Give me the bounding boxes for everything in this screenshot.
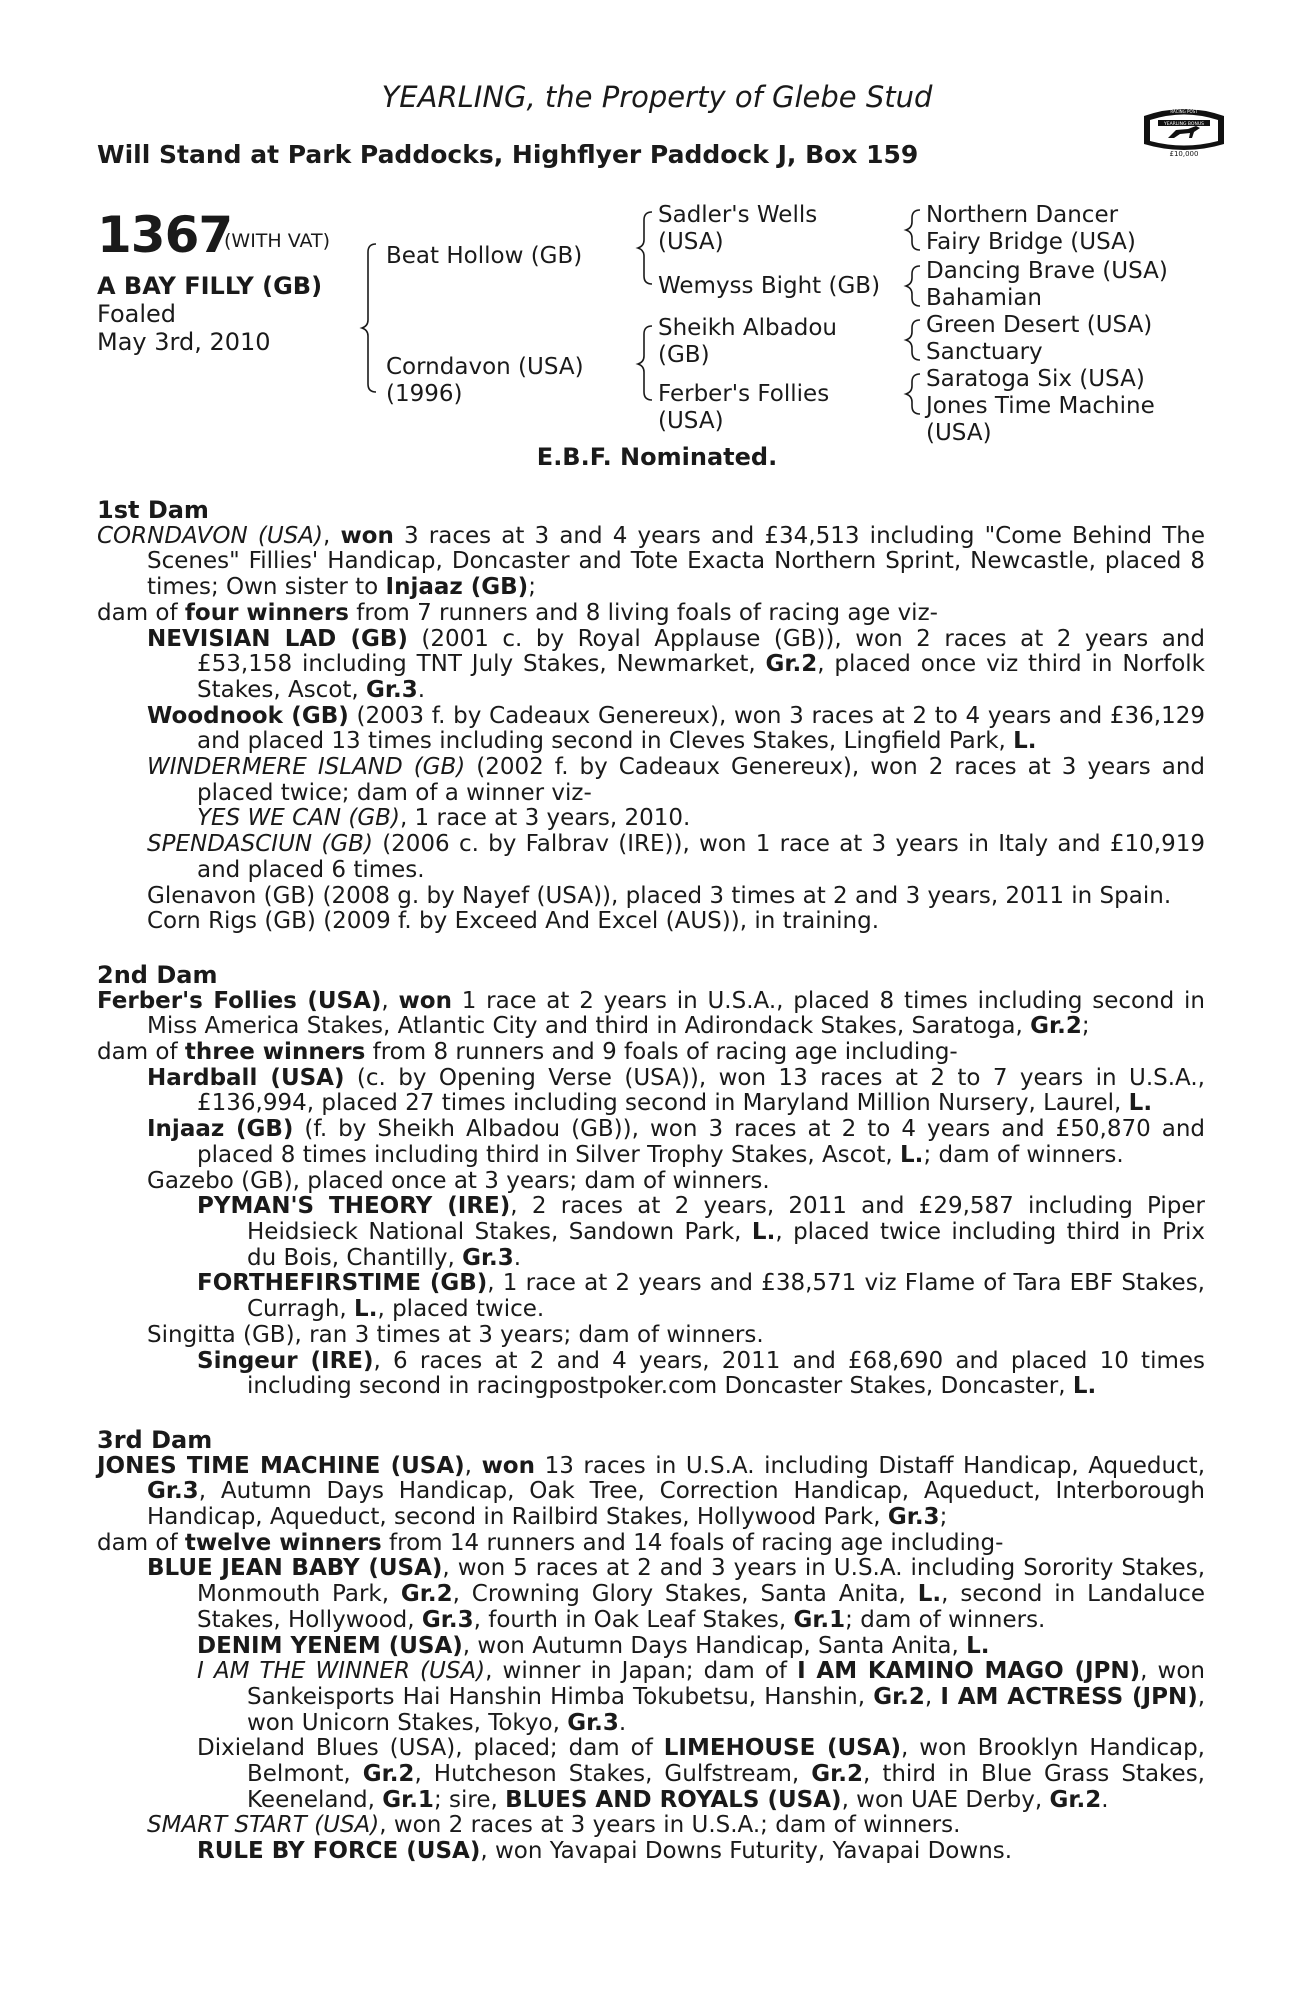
foaled-date: May 3rd, 2010 [97, 328, 271, 356]
progeny-entry: DENIM YENEM (USA), won Autumn Days Handicap, Santa Anita, L. [197, 1632, 990, 1659]
third-dam-intro: JONES TIME MACHINE (USA), won 13 races in U.S.A. including Distaff Handicap, Aqueduct, Gr.3, Autumn Days Handicap, Oak Tree, Correction Handicap, Aqueduct, Interborough Handicap, Aqueduct, second in Railbird Stakes, Hollywood Park, Gr.3; [97, 1452, 1206, 1531]
svg-text:RACING POST: RACING POST [1170, 109, 1198, 114]
pedigree-ssd: Fairy Bridge (USA) [926, 229, 1136, 255]
progeny-entry: Hardball (USA) (c. by Opening Verse (USA)), won 13 races at 2 to 7 years in U.S.A., £136,994, placed 27 times including second in Maryland Million Nursery, Laurel, L. [147, 1064, 1205, 1117]
pedigree-dam-dam: Ferber's Follies [658, 381, 830, 407]
pedigree-dss: Green Desert (USA) [926, 312, 1153, 338]
progeny-entry: YES WE CAN (GB), 1 race at 3 years, 2010. [197, 805, 691, 832]
svg-text:£10,000: £10,000 [1169, 150, 1199, 158]
pedigree-dam-sire-country: (GB) [658, 342, 710, 368]
pedigree-sire-sire: Sadler's Wells [658, 202, 818, 228]
progeny-entry: BLUE JEAN BABY (USA), won 5 races at 2 and 3 years in U.S.A. including Sorority Stakes, Monmouth Park, Gr.2, Crowning Glory Stakes, Santa Anita, L., second in Landaluce Stakes, Hollywood, Gr.3, fourth in Oak Leaf Stakes, Gr.1; dam of winners. [147, 1555, 1206, 1633]
pedigree-dsd: Sanctuary [926, 339, 1043, 365]
first-dam-heading: 1st Dam [97, 496, 209, 524]
stand-location: Will Stand at Park Paddocks, Highflyer Paddock J, Box 159 [97, 140, 919, 169]
pedigree-dds: Saratoga Six (USA) [926, 366, 1145, 392]
second-dam-intro: Ferber's Follies (USA), won 1 race at 2 years in U.S.A., placed 8 times including second in Miss America Stakes, Atlantic City and third in Adirondack Stakes, Saratoga, Gr.2; [97, 987, 1206, 1040]
foaled-label: Foaled [97, 300, 177, 328]
progeny-entry: WINDERMERE ISLAND (GB) (2002 f. by Cadeaux Genereux), won 2 races at 3 years and placed twice; dam of a winner viz- [147, 754, 1206, 806]
third-dam-heading: 3rd Dam [97, 1425, 213, 1454]
ebf-nomination: E.B.F. Nominated. [536, 443, 778, 471]
pedigree-sdd: Bahamian [926, 285, 1043, 311]
pedigree-ddd: Jones Time Machine [926, 393, 1155, 419]
progeny-entry: SPENDASCIUN (GB) (2006 c. by Falbrav (IRE)), won 1 race at 3 years in Italy and £10,919 and placed 6 times. [147, 831, 1205, 883]
lot-number: 1367 [97, 206, 233, 264]
progeny-entry: NEVISIAN LAD (GB) (2001 c. by Royal Applause (GB)), won 2 races at 2 years and £53,158 including TNT July Stakes, Newmarket, Gr.2, placed once viz third in Norfolk Stakes, Ascot, Gr.3. [147, 625, 1205, 703]
pedigree-sds: Dancing Brave (USA) [926, 258, 1168, 284]
progeny-entry: I AM THE WINNER (USA), winner in Japan; dam of I AM KAMINO MAGO (JPN), won Sankeisports Hai Hanshin Himba Tokubetsu, Hanshin, Gr.2, I AM ACTRESS (JPN), won Unicorn Stakes, Tokyo, Gr.3. [197, 1658, 1206, 1736]
pedigree-sss: Northern Dancer [926, 202, 1119, 228]
progeny-entry: RULE BY FORCE (USA), won Yavapai Downs Futurity, Yavapai Downs. [197, 1838, 1013, 1865]
pedigree-dam-year: (1996) [386, 381, 463, 407]
progeny-entry: Corn Rigs (GB) (2009 f. by Exceed And Excel (AUS)), in training. [147, 908, 880, 935]
second-dam-summary: dam of three winners from 8 runners and 9 foals of racing age including- [97, 1039, 958, 1066]
dam-name: CORNDAVON (USA) [97, 522, 323, 549]
vat-label: (WITH VAT) [224, 230, 331, 252]
sister-name: Injaaz (GB) [385, 574, 529, 601]
catalogue-body [97, 498, 1205, 1865]
pedigree-ddd-country: (USA) [926, 420, 992, 446]
first-dam-summary: dam of four winners from 7 runners and 8 living foals of racing age viz- [97, 599, 938, 626]
progeny-entry: Glenavon (GB) (2008 g. by Nayef (USA)), placed 3 times at 2 and 3 years, 2011 in Spain. [147, 882, 1172, 909]
pedigree-sire: Beat Hollow (GB) [386, 243, 583, 269]
pedigree-dam: Corndavon (USA) [386, 354, 584, 380]
lot-name: A BAY FILLY (GB) [97, 272, 323, 300]
progeny-entry: Gazebo (GB), placed once at 3 years; dam of winners. [147, 1167, 770, 1194]
progeny-entry: Woodnook (GB) (2003 f. by Cadeaux Genereux), won 3 races at 2 to 4 years and £36,129 and placed 13 times including second in Cleves Stakes, Lingfield Park, L. [147, 702, 1205, 755]
third-dam-summary: dam of twelve winners from 14 runners and 14 foals of racing age including- [97, 1529, 1004, 1556]
progeny-entry: Dixieland Blues (USA), placed; dam of LIMEHOUSE (USA), won Brooklyn Handicap, Belmont, Gr.2, Hutcheson Stakes, Gulfstream, Gr.2, third in Blue Grass Stakes, Keeneland, Gr.1; sire, BLUES AND ROYALS (USA), won UAE Derby, Gr.2. [197, 1735, 1205, 1813]
progeny-entry: Singitta (GB), ran 3 times at 3 years; dam of winners. [147, 1321, 764, 1348]
first-dam-intro: CORNDAVON (USA), won 3 races at 3 and 4 years and £34,513 including "Come Behind The Scenes" Fillies' Handicap, Doncaster and Tote Exacta Northern Sprint, Newcastle, placed 8 times; Own sister to Injaaz (GB); [97, 522, 1205, 601]
progeny-entry: Injaaz (GB) (f. by Sheikh Albadou (GB)), won 3 races at 2 to 4 years and £50,870 and placed 8 times including third in Silver Trophy Stakes, Ascot, L.; dam of winners. [147, 1116, 1206, 1168]
second-dam-heading: 2nd Dam [97, 960, 218, 989]
svg-text:YEARLING BONUS: YEARLING BONUS [1164, 122, 1204, 127]
progeny-entry: PYMAN'S THEORY (IRE), 2 races at 2 years, 2011 and £29,587 including Piper Heidsieck National Stakes, Sandown Park, L., placed twice including third in Prix du Bois, Chantilly, Gr.3. [197, 1193, 1205, 1271]
pedigree-dam-dam-country: (USA) [658, 408, 724, 434]
progeny-entry: SMART START (USA), won 2 races at 3 years in U.S.A.; dam of winners. [147, 1812, 961, 1839]
progeny-entry: Singeur (IRE), 6 races at 2 and 4 years, 2011 and £68,690 and placed 10 times including second in racingpostpoker.com Doncaster Stakes, Doncaster, L. [197, 1347, 1205, 1400]
page-title: YEARLING, the Property of Glebe Stud [381, 80, 933, 114]
pedigree-sire-dam: Wemyss Bight (GB) [658, 273, 881, 299]
progeny-entry: FORTHEFIRSTIME (GB), 1 race at 2 years and £38,571 viz Flame of Tara EBF Stakes, Curragh, L., placed twice. [197, 1270, 1205, 1323]
pedigree-dam-sire: Sheikh Albadou [658, 315, 837, 341]
pedigree-sire-sire-country: (USA) [658, 229, 724, 255]
